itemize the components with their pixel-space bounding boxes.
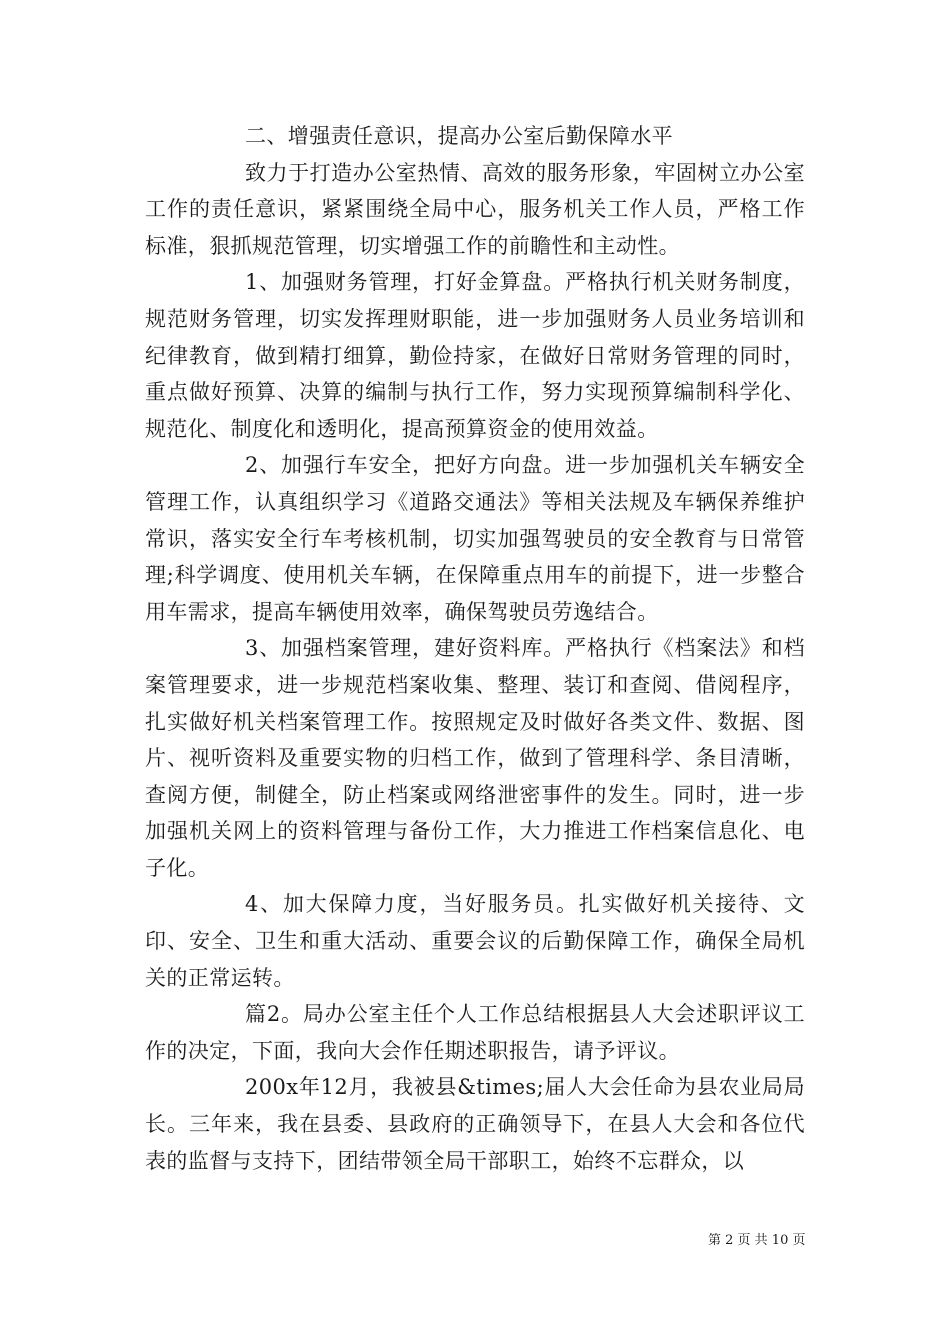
page-number-footer: 第 2 页 共 10 页 (708, 1233, 806, 1248)
paragraph-intro: 致力于打造办公室热情、高效的服务形象，牢固树立办公室工作的责任意识，紧紧围绕全局中心，服务机关工作人员，严格工作标准，狠抓规范管理，切实增强工作的前瞻性和主动性。 (145, 160, 805, 258)
paragraph-part2-intro: 篇2。局办公室主任个人工作总结根据县人大会述职评议工作的决定，下面，我向大会作任期述职报告，请予评议。 (145, 1002, 805, 1063)
section-heading: 二、增强责任意识，提高办公室后勤保障水平 (245, 124, 673, 148)
paragraph-vehicle-safety: 2、加强行车安全，把好方向盘。进一步加强机关车辆安全管理工作，认真组织学习《道路交通法》等相关法规及车辆保养维护常识，落实安全行车考核机制，切实加强驾驶员的安全教育与日常管理;科学调度、使用机关车辆，在保障重点用车的前提下，进一步整合用车需求，提高车辆使用效率，确保驾驶员劳逸结合。 (145, 453, 805, 624)
paragraph-archives: 3、加强档案管理，建好资料库。严格执行《档案法》和档案管理要求，进一步规范档案收集、整理、装订和查阅、借阅程序，扎实做好机关档案管理工作。按照规定及时做好各类文件、数据、图片、视听资料及重要实物的归档工作，做到了管理科学、条目清晰，查阅方便，制健全，防止档案或网络泄密事件的发生。同时，进一步加强机关网上的资料管理与备份工作，大力推进工作档案信息化、电子化。 (145, 636, 805, 880)
document-page (145, 118, 805, 1179)
paragraph-appointment: 200x年12月，我被县&times;届人大会任命为县农业局局长。三年来，我在县委、县政府的正确领导下，在县人大会和各位代表的监督与支持下，团结带领全局干部职工，始终不忘群众，以 (145, 1075, 805, 1173)
paragraph-service: 4、加大保障力度，当好服务员。扎实做好机关接待、文印、安全、卫生和重大活动、重要会议的后勤保障工作，确保全局机关的正常运转。 (145, 892, 805, 990)
paragraph-finance: 1、加强财务管理，打好金算盘。严格执行机关财务制度，规范财务管理，切实发挥理财职能，进一步加强财务人员业务培训和纪律教育，做到精打细算，勤俭持家，在做好日常财务管理的同时，重点做好预算、决算的编制与执行工作，努力实现预算编制科学化、规范化、制度化和透明化，提高预算资金的使用效益。 (145, 270, 805, 441)
